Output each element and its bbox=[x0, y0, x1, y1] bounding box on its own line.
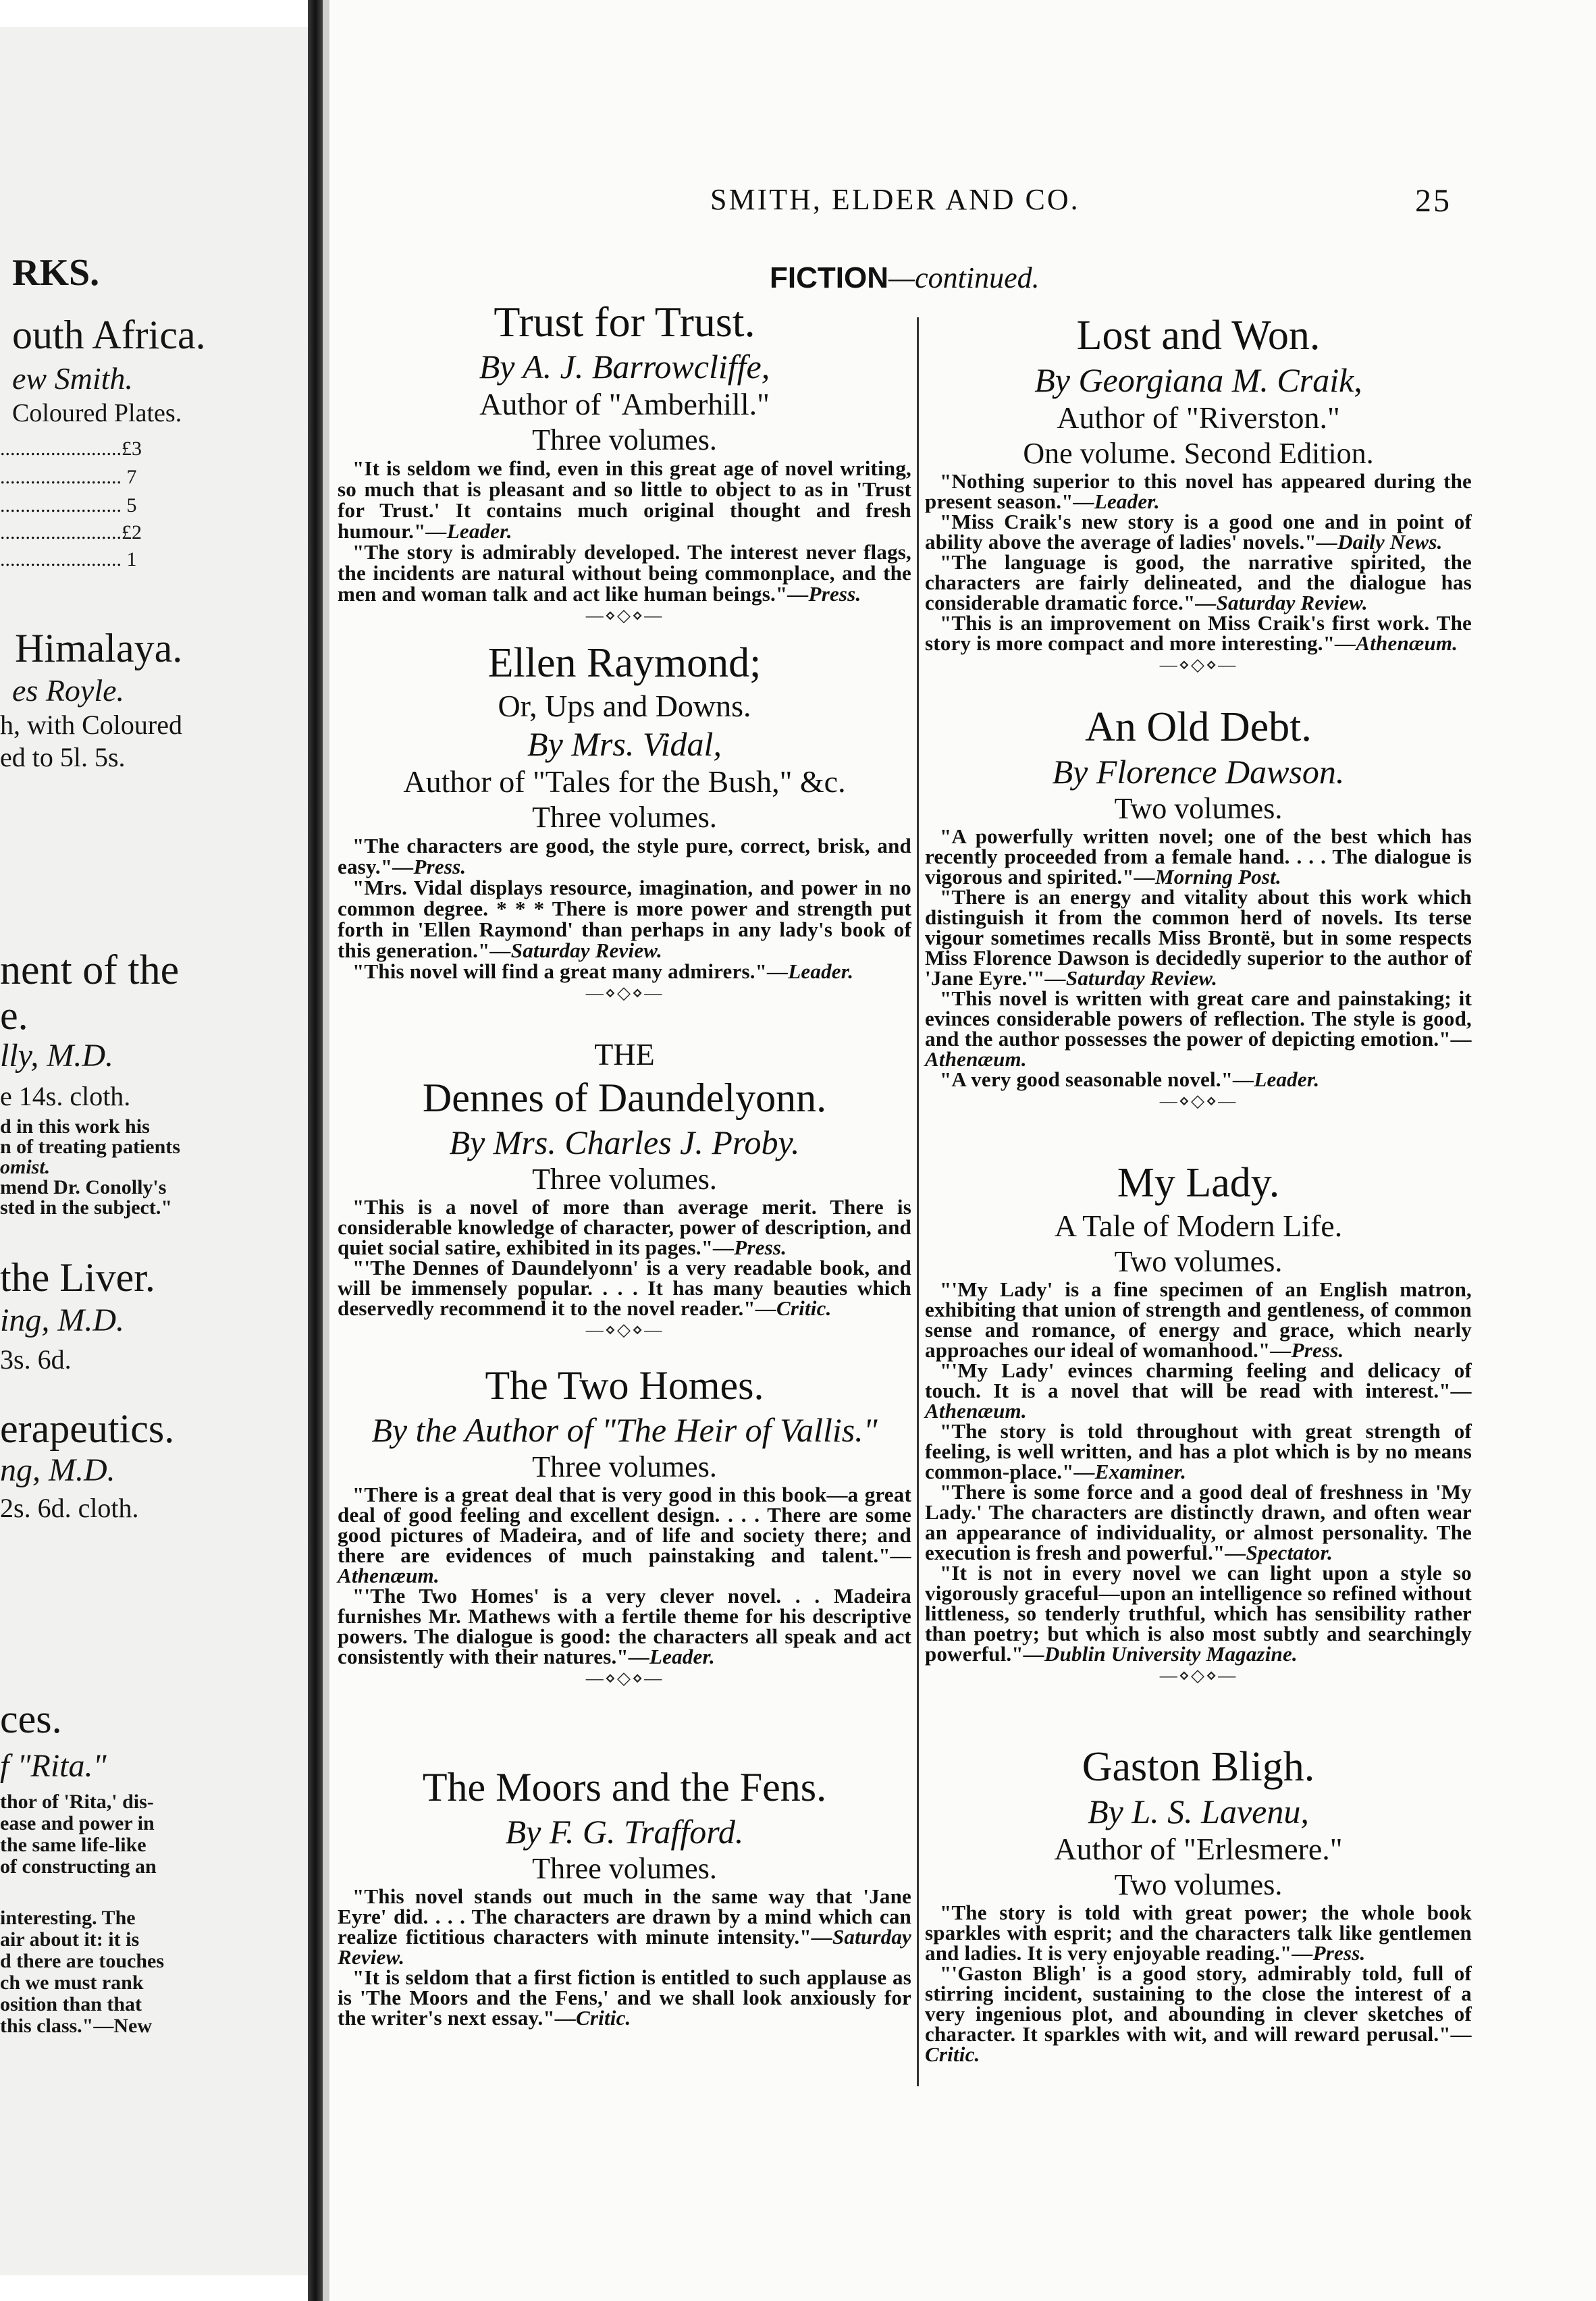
section-heading bbox=[770, 257, 1040, 296]
press-review bbox=[925, 1360, 1472, 1421]
facing-page-line: mend Dr. Conolly's bbox=[0, 1176, 167, 1198]
review-source: —Athenæum. bbox=[925, 1379, 1472, 1423]
review-text: "The story is admirably developed. The interest never flags, the incidents are natural without being commonplace, and the men and woman talk and act like human beings." bbox=[338, 540, 911, 606]
book-title-prefix: THE bbox=[594, 1037, 655, 1072]
press-review bbox=[925, 1421, 1472, 1482]
review-text: "It is not in every novel we can light upon a style so vigorously graceful—upon an intelligence so refined without littleness, so tenderly truthful, which has sensibility rather than poetry; but which is also most subtly and searchingly powerful." bbox=[925, 1561, 1472, 1666]
book-title: The Moors and the Fens. bbox=[422, 1765, 827, 1809]
facing-page-line: RKS. bbox=[12, 252, 100, 294]
press-review bbox=[925, 1903, 1472, 1963]
book-title: Gaston Bligh. bbox=[1082, 1744, 1315, 1790]
facing-page-line: air about it: it is bbox=[0, 1928, 140, 1951]
review-text: "'The Two Homes' is a very clever novel. . . Madeira furnishes Mr. Mathews with a fertile theme for his descriptive powers. The dialogue is good: the characters all speak and act consistently with their natures." bbox=[338, 1584, 911, 1668]
press-review bbox=[925, 1279, 1472, 1360]
review-source: —Leader. bbox=[1233, 1067, 1320, 1091]
press-review bbox=[925, 1963, 1472, 2065]
press-review bbox=[338, 541, 911, 604]
facing-page-line: f "Rita." bbox=[0, 1748, 107, 1784]
book-author: By Mrs. Charles J. Proby. bbox=[449, 1123, 800, 1161]
review-text: "A powerfully written novel; one of the best which has recently proceeded from a female hand. . . . The dialogue is vigorous and spirited." bbox=[925, 824, 1472, 889]
book-subtitle: Author of "Erlesmere." bbox=[1054, 1832, 1343, 1866]
facing-page-line: nent of the bbox=[0, 947, 180, 993]
book-author: By F. G. Trafford. bbox=[505, 1813, 744, 1851]
volume-count: Three volumes. bbox=[532, 801, 717, 834]
volume-count: Two volumes. bbox=[1114, 1868, 1283, 1901]
review-text: "Mrs. Vidal displays resource, imagination, and power in no common degree. * * * There is more power and strength put forth in 'Ellen Raymond' than perhaps in any lady's book of this generation." bbox=[338, 876, 911, 962]
review-text: "Nothing superior to this novel has appeared during the present season." bbox=[925, 469, 1472, 513]
review-source: —Spectator. bbox=[1225, 1541, 1333, 1564]
book-title: Ellen Raymond; bbox=[487, 640, 762, 686]
facing-page-line: h, with Coloured bbox=[0, 710, 182, 740]
facing-page-line: e 14s. cloth. bbox=[0, 1081, 131, 1111]
facing-page-line: erapeutics. bbox=[0, 1406, 175, 1451]
facing-page-line: ng, M.D. bbox=[0, 1452, 115, 1488]
ornament-divider: —⋄◇⋄— bbox=[585, 1668, 664, 1688]
press-review bbox=[925, 613, 1472, 654]
facing-page-line: ew Smith. bbox=[12, 361, 133, 396]
review-source: —Press. bbox=[1292, 1941, 1366, 1965]
section-title: FICTION bbox=[770, 261, 888, 294]
facing-page-line: e. bbox=[0, 993, 28, 1038]
press-review bbox=[338, 1485, 911, 1586]
book-entry bbox=[338, 1360, 911, 1690]
facing-page-line: interesting. The bbox=[0, 1907, 136, 1929]
facing-page-line: ed to 5l. 5s. bbox=[0, 742, 126, 772]
review-text: "A very good seasonable novel." bbox=[940, 1067, 1233, 1091]
book-subtitle: Author of "Riverston." bbox=[1057, 400, 1340, 435]
book-title: An Old Debt. bbox=[1085, 704, 1312, 750]
facing-page-line: Himalaya. bbox=[15, 626, 183, 670]
book-author: By Mrs. Vidal, bbox=[527, 725, 722, 763]
facing-page-line: d in this work his bbox=[0, 1115, 150, 1138]
page-edge bbox=[323, 0, 329, 2301]
book-entry bbox=[338, 638, 911, 1005]
press-review bbox=[338, 961, 911, 982]
review-source: —Dublin University Magazine. bbox=[1023, 1642, 1298, 1666]
review-source: —Athenæum. bbox=[1335, 631, 1458, 655]
review-text: "The language is good, the narrative spirited, the characters are fairly delineated, and the dialogue has considerable dramatic force." bbox=[925, 550, 1472, 614]
facing-page-line: ........................£2 bbox=[0, 521, 142, 544]
book-entry bbox=[338, 1036, 911, 1342]
review-source: —Press. bbox=[1270, 1338, 1344, 1362]
review-text: "'Gaston Bligh' is a good story, admirably told, full of stirring incident, sustaining to the close the interest of a very ingenious plot, and abounding in clever sketches of character. It sparkles with wit, and will reward perusal." bbox=[925, 1961, 1472, 2046]
book-title: Dennes of Daundelyonn. bbox=[422, 1076, 827, 1120]
ornament-divider: —⋄◇⋄— bbox=[1159, 655, 1238, 675]
facing-page-line: lly, M.D. bbox=[0, 1038, 113, 1074]
review-source: —Press. bbox=[787, 582, 861, 606]
review-text: "This novel will find a great many admirers." bbox=[352, 959, 768, 983]
facing-page-line: omist. bbox=[0, 1156, 51, 1178]
book-title: The Two Homes. bbox=[485, 1363, 764, 1408]
facing-page-line: osition than that bbox=[0, 1993, 142, 2015]
book-title: Trust for Trust. bbox=[494, 298, 755, 346]
review-source: —Leader. bbox=[767, 959, 854, 983]
review-text: "The story is told with great power; the whole book sparkles with esprit; and the characters talk like gentlemen and ladies. It is very enjoyable reading." bbox=[925, 1901, 1472, 1965]
review-source: —Saturday Review. bbox=[1044, 966, 1218, 990]
review-source: —Critic. bbox=[755, 1296, 832, 1320]
page-number: 25 bbox=[1415, 183, 1452, 219]
book-title: My Lady. bbox=[1117, 1160, 1280, 1206]
book-author: By L. S. Lavenu, bbox=[1088, 1793, 1309, 1830]
book-entry bbox=[338, 1762, 911, 2028]
facing-page-line: 3s. 6d. bbox=[0, 1344, 72, 1375]
review-source: —Press. bbox=[392, 855, 467, 878]
facing-page-line: n of treating patients bbox=[0, 1136, 180, 1158]
review-text: "The characters are good, the style pure, correct, brisk, and easy." bbox=[338, 834, 911, 878]
volume-count: Three volumes. bbox=[532, 1163, 717, 1196]
facing-page-line: es Royle. bbox=[12, 673, 125, 708]
review-text: "Miss Craik's new story is a good one and in point of ability above the average of ladies' novels." bbox=[925, 510, 1472, 554]
review-text: "There is a great deal that is very good in this book—a great deal of good feeling and excellent design. . . . There are some good pictures of Madeira, and of life and society there; and there are evidences of much painstaking and talent." bbox=[338, 1483, 911, 1567]
book-entry bbox=[925, 1742, 1472, 2065]
facing-page-line: the same life-like bbox=[0, 1834, 147, 1856]
review-text: "There is an energy and vitality about this work which distinguish it from the common herd of novels. Its terse vigour sometimes recalls Miss Brontë, but in some respects Miss Florence Dawson is decidedly superior to the author of 'Jane Eyre.'" bbox=[925, 885, 1472, 990]
review-text: "This is a novel of more than average merit. There is considerable knowledge of character, power of description, and quiet social satire, exhibited in its pages." bbox=[338, 1195, 911, 1259]
facing-page-line: ........................ 1 bbox=[0, 548, 137, 571]
press-review bbox=[338, 1586, 911, 1667]
facing-page-line: ces. bbox=[0, 1697, 62, 1741]
facing-page-line: this class."—New bbox=[0, 2015, 152, 2037]
ornament-divider: —⋄◇⋄— bbox=[585, 606, 664, 625]
review-text: "This novel is written with great care and painstaking; it evinces considerable powers of reflection. The style is good, and the author possesses the power of depicting emotion." bbox=[925, 986, 1472, 1051]
ornament-divider: —⋄◇⋄— bbox=[585, 1320, 664, 1340]
press-review bbox=[338, 1197, 911, 1258]
review-source: —Examiner. bbox=[1073, 1460, 1187, 1483]
book-subtitle: Or, Ups and Downs. bbox=[498, 689, 751, 723]
facing-page-line: 2s. 6d. cloth. bbox=[0, 1493, 139, 1523]
book-title: Lost and Won. bbox=[1076, 313, 1321, 359]
book-entry bbox=[925, 311, 1472, 677]
review-text: "'My Lady' evinces charming feeling and delicacy of touch. It is a novel that will be read with interest." bbox=[925, 1358, 1472, 1402]
press-review bbox=[338, 877, 911, 961]
press-review bbox=[925, 1069, 1472, 1090]
review-source: —Athenæum. bbox=[925, 1027, 1472, 1071]
running-head: SMITH, ELDER AND CO. bbox=[710, 183, 1080, 216]
press-review bbox=[338, 1886, 911, 1967]
ornament-divider: —⋄◇⋄— bbox=[1159, 1666, 1238, 1685]
press-review bbox=[925, 826, 1472, 887]
review-text: "'The Dennes of Daundelyonn' is a very readable book, and will be immensely popular. . . . It has many beauties which deservedly recommend it to the novel reader." bbox=[338, 1256, 911, 1320]
review-text: "There is some force and a good deal of freshness in 'My Lady.' The characters are distinctly drawn, and often wear an appearance of individuality, or almost personality. The execution is fresh and powerful." bbox=[925, 1480, 1472, 1564]
review-source: —Saturday Review. bbox=[1195, 591, 1368, 614]
press-review bbox=[338, 835, 911, 877]
book-author: By Georgiana M. Craik, bbox=[1034, 361, 1362, 399]
review-source: —Morning Post. bbox=[1134, 865, 1281, 889]
review-text: "This novel stands out much in the same way that 'Jane Eyre' did. . . . The characters are drawn by a mind which can realize fictitious characters with minute intensity." bbox=[338, 1884, 911, 1949]
review-source: —Saturday Review. bbox=[489, 938, 662, 962]
book-entry bbox=[925, 702, 1472, 1113]
press-review bbox=[925, 887, 1472, 988]
press-review bbox=[338, 1258, 911, 1319]
book-author: By the Author of "The Heir of Vallis." bbox=[371, 1411, 878, 1449]
book-author: By Florence Dawson. bbox=[1052, 753, 1345, 791]
facing-page-line: d there are touches bbox=[0, 1950, 165, 1972]
review-text: "The story is told throughout with great strength of feeling, is well written, and has a plot which is by no means common-place." bbox=[925, 1419, 1472, 1483]
review-source: —Critic. bbox=[925, 2022, 1472, 2066]
review-text: "It is seldom that a first fiction is entitled to such applause as is 'The Moors and the Fens,' and we shall look anxiously for the writer's next essay." bbox=[338, 1965, 911, 2030]
volume-count: Three volumes. bbox=[532, 423, 717, 456]
facing-page-line: the Liver. bbox=[0, 1255, 155, 1300]
press-review bbox=[338, 458, 911, 541]
book-subtitle: A Tale of Modern Life. bbox=[1054, 1209, 1343, 1243]
review-source: —Athenæum. bbox=[338, 1543, 911, 1587]
facing-page-line: Coloured Plates. bbox=[12, 399, 182, 427]
facing-page-line: sted in the subject." bbox=[0, 1196, 172, 1219]
book-subtitle: Author of "Tales for the Bush," &c. bbox=[403, 764, 846, 799]
facing-page-line: ........................ 7 bbox=[0, 466, 137, 488]
facing-page-line: thor of 'Rita,' dis- bbox=[0, 1791, 154, 1813]
ornament-divider: —⋄◇⋄— bbox=[585, 983, 664, 1003]
press-review bbox=[925, 471, 1472, 512]
facing-page-line: ease and power in bbox=[0, 1812, 155, 1834]
press-review bbox=[925, 988, 1472, 1069]
review-source: —Leader. bbox=[628, 1645, 716, 1668]
press-review bbox=[925, 552, 1472, 613]
facing-page-fragment bbox=[0, 27, 316, 2275]
book-gutter bbox=[308, 0, 323, 2301]
book-entry bbox=[925, 1158, 1472, 1687]
review-source: —Leader. bbox=[425, 519, 512, 543]
section-continued: —continued. bbox=[888, 261, 1040, 294]
review-source: —Leader. bbox=[1073, 490, 1160, 513]
volume-count: One volume. Second Edition. bbox=[1023, 437, 1374, 470]
volume-count: Two volumes. bbox=[1114, 1245, 1283, 1278]
ornament-divider: —⋄◇⋄— bbox=[1159, 1091, 1238, 1111]
press-review bbox=[925, 1482, 1472, 1563]
volume-count: Three volumes. bbox=[532, 1450, 717, 1483]
review-text: "This is an improvement on Miss Craik's first work. The story is more compact and more interesting." bbox=[925, 611, 1472, 655]
volume-count: Three volumes. bbox=[532, 1852, 717, 1885]
facing-page-line: of constructing an bbox=[0, 1855, 157, 1878]
review-source: —Critic. bbox=[554, 2006, 631, 2030]
facing-page-line: ........................£3 bbox=[0, 438, 142, 460]
book-entry bbox=[338, 297, 911, 627]
facing-page-line: ing, M.D. bbox=[0, 1302, 124, 1338]
press-review bbox=[925, 1563, 1472, 1664]
review-source: —Saturday Review. bbox=[338, 1925, 911, 1969]
facing-page-line: ch we must rank bbox=[0, 1972, 144, 1994]
review-text: "'My Lady' is a fine specimen of an English matron, exhibiting that union of strength and gentleness, of common sense and romance, of energy and grace, which nearly approaches our ideal of womanhood." bbox=[925, 1277, 1472, 1362]
book-author: By A. J. Barrowcliffe, bbox=[479, 348, 770, 386]
press-review bbox=[925, 512, 1472, 552]
volume-count: Two volumes. bbox=[1114, 792, 1283, 825]
book-subtitle: Author of "Amberhill." bbox=[479, 387, 770, 421]
review-source: —Daily News. bbox=[1316, 530, 1443, 554]
review-source: —Press. bbox=[713, 1236, 787, 1259]
column-rule bbox=[917, 317, 919, 2086]
press-review bbox=[338, 1967, 911, 2028]
facing-page-line: ........................ 5 bbox=[0, 494, 137, 517]
review-text: "It is seldom we find, even in this great age of novel writing, so much that is pleasant and so little to object to as in 'Trust for Trust.' It contains much original thought and fresh humour." bbox=[338, 456, 911, 543]
facing-page-line: outh Africa. bbox=[12, 313, 206, 357]
